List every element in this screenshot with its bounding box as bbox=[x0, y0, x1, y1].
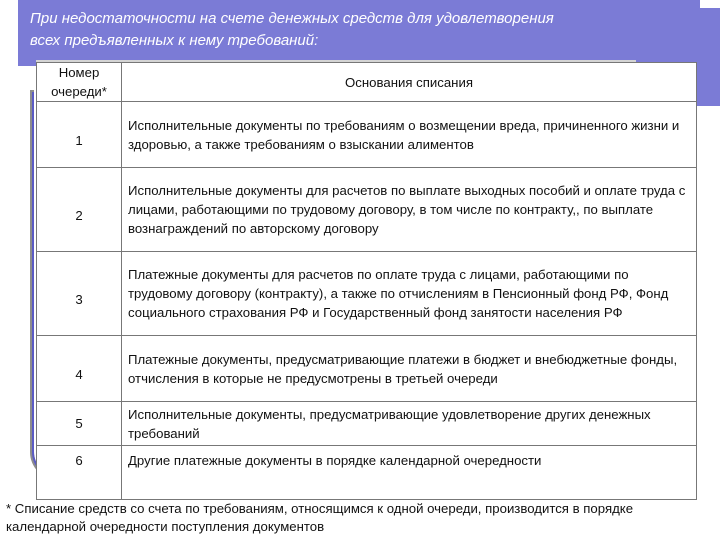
row-text: Исполнительные документы по требованиям о возмещении вреда, причиненного жизни и здоровью, а также требованиям о взыскании алиментов bbox=[122, 102, 697, 168]
header-queue-number: Номер очереди* bbox=[37, 63, 122, 102]
row-text: Платежные документы, предусматривающие платежи в бюджет и внебюджетные фонды, отчисления в которые не предусмотрены в третьей очереди bbox=[122, 336, 697, 402]
slide-title-line-1: При недостаточности на счете денежных средств для удовлетворения bbox=[30, 10, 554, 27]
row-number: 5 bbox=[37, 402, 122, 446]
row-number: 1 bbox=[37, 102, 122, 168]
row-number: 3 bbox=[37, 252, 122, 336]
row-number: 2 bbox=[37, 168, 122, 252]
footnote: * Списание средств со счета по требованиям, относящимся к одной очереди, производится в порядке календарной очередности поступления документов bbox=[6, 501, 634, 534]
table-row bbox=[37, 402, 697, 446]
table-row bbox=[37, 102, 697, 168]
row-text: Платежные документы для расчетов по оплате труда с лицами, работающими по трудовому договору (контракту), а также по отчислениям в Пенсионный фонд РФ, Фонд социального страхования РФ и Государственный фонд занятости населения РФ bbox=[122, 252, 697, 336]
row-text: Другие платежные документы в порядке календарной очередности bbox=[122, 446, 697, 500]
row-text: Исполнительные документы для расчетов по выплате выходных пособий и оплате труда с лицами, работающими по трудовому договору, в том числе по контракту,, по выплате вознаграждений по авторскому договору bbox=[122, 168, 697, 252]
table-row bbox=[37, 168, 697, 252]
table-row bbox=[37, 446, 697, 500]
table-row bbox=[37, 336, 697, 402]
table-header-row bbox=[37, 63, 697, 102]
row-text: Исполнительные документы, предусматривающие удовлетворение других денежных требований bbox=[122, 402, 697, 446]
row-number: 6 bbox=[37, 446, 122, 500]
slide-title bbox=[30, 8, 650, 52]
table-row bbox=[37, 252, 697, 336]
row-number: 4 bbox=[37, 336, 122, 402]
header-grounds: Основания списания bbox=[122, 63, 697, 102]
priority-table bbox=[36, 62, 697, 500]
slide-title-line-2: всех предъявленных к нему требований: bbox=[30, 32, 319, 49]
